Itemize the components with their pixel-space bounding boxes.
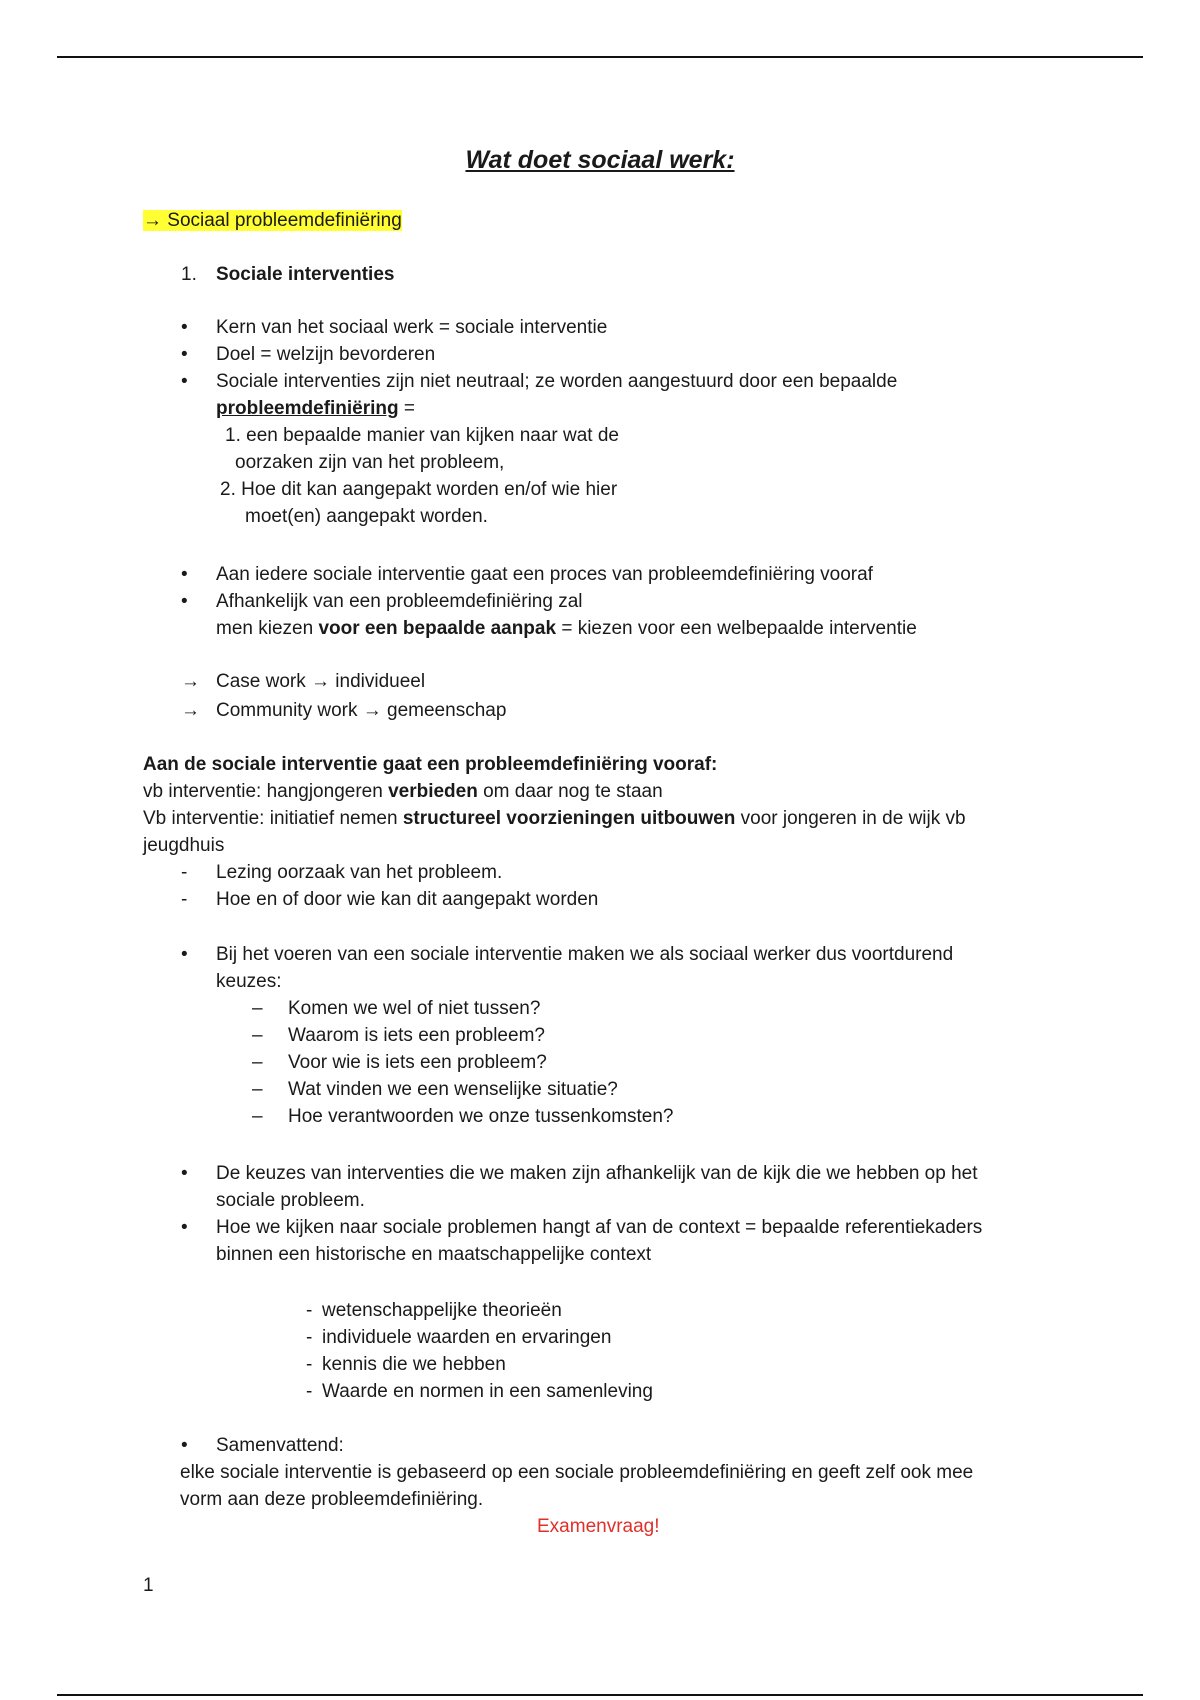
bullet-text: Sociale interventies zijn niet neutraal; ze worden aangestuurd door een bepaalde bbox=[216, 371, 898, 392]
example-line: Vb interventie: initiatief nemen structureel voorzieningen uitbouwen voor jongeren in de wijk vb bbox=[143, 808, 966, 829]
exam-note: Examenvraag! bbox=[537, 1516, 660, 1537]
section-heading: Sociale interventies bbox=[216, 264, 395, 285]
summary-text: elke sociale interventie is gebaseerd op een sociale probleemdefiniëring en geeft zelf ook mee bbox=[180, 1462, 974, 1483]
bullet-icon: • bbox=[181, 344, 188, 365]
bullet-text: Afhankelijk van een probleemdefiniëring zal bbox=[216, 591, 583, 612]
arrow-icon: → bbox=[181, 700, 200, 721]
dash-icon: - bbox=[181, 862, 188, 883]
page-title: Wat doet sociaal werk: bbox=[465, 146, 735, 174]
bullet-icon: • bbox=[181, 591, 188, 612]
context-item: individuele waarden en ervaringen bbox=[322, 1327, 612, 1348]
list-number: 1. bbox=[181, 264, 197, 285]
arrow-icon: → bbox=[362, 700, 382, 721]
bullet-text: Aan iedere sociale interventie gaat een proces van probleemdefiniëring vooraf bbox=[216, 564, 873, 585]
dash-icon: – bbox=[252, 1106, 263, 1127]
bullet-text: Hoe we kijken naar sociale problemen hangt af van de context = bepaalde referentiekaders bbox=[216, 1217, 983, 1238]
dash-icon: – bbox=[252, 1025, 263, 1046]
page-number: 1 bbox=[143, 1575, 154, 1596]
bullet-icon: • bbox=[181, 1435, 188, 1456]
example-line-cont: jeugdhuis bbox=[143, 835, 225, 856]
numbered-item-cont: oorzaken zijn van het probleem, bbox=[235, 452, 505, 473]
bullet-text-cont: keuzes: bbox=[216, 971, 282, 992]
arrow-icon: → bbox=[311, 671, 331, 692]
arrow-icon: → bbox=[143, 210, 162, 231]
bullet-icon: • bbox=[181, 1163, 188, 1184]
summary-text: vorm aan deze probleemdefiniëring. bbox=[180, 1489, 484, 1510]
dash-icon: - bbox=[306, 1300, 313, 1321]
highlighted-heading: → Sociaal probleemdefiniëring bbox=[143, 210, 402, 231]
arrow-item: Community work → gemeenschap bbox=[216, 700, 507, 721]
dash-icon: – bbox=[252, 1079, 263, 1100]
header-rule bbox=[57, 56, 1143, 58]
dash-icon: – bbox=[252, 998, 263, 1019]
numbered-item: 1. een bepaalde manier van kijken naar wat de bbox=[225, 425, 619, 446]
bullet-text: Bij het voeren van een sociale interventie maken we als sociaal werker dus voortdurend bbox=[216, 944, 954, 965]
dash-icon: - bbox=[181, 889, 188, 910]
bullet-icon: • bbox=[181, 564, 188, 585]
choice-item: Voor wie is iets een probleem? bbox=[288, 1052, 547, 1073]
choice-item: Komen we wel of niet tussen? bbox=[288, 998, 541, 1019]
context-item: wetenschappelijke theorieën bbox=[322, 1300, 562, 1321]
bullet-text-cont: sociale probleem. bbox=[216, 1190, 365, 1211]
bullet-icon: • bbox=[181, 944, 188, 965]
choice-item: Waarom is iets een probleem? bbox=[288, 1025, 545, 1046]
bullet-text-cont: binnen een historische en maatschappelijke context bbox=[216, 1244, 652, 1265]
summary-label: Samenvattend: bbox=[216, 1435, 344, 1456]
bullet-icon: • bbox=[181, 371, 188, 392]
arrow-item: Case work → individueel bbox=[216, 671, 426, 692]
bullet-icon: • bbox=[181, 1217, 188, 1238]
dash-icon: – bbox=[252, 1052, 263, 1073]
bullet-text-cont: men kiezen voor een bepaalde aanpak = kiezen voor een welbepaalde interventie bbox=[216, 618, 917, 639]
bullet-icon: • bbox=[181, 317, 188, 338]
paragraph-heading: Aan de sociale interventie gaat een probleemdefiniëring vooraf: bbox=[143, 754, 718, 775]
numbered-item-cont: moet(en) aangepakt worden. bbox=[245, 506, 488, 527]
numbered-item: 2. Hoe dit kan aangepakt worden en/of wie hier bbox=[220, 479, 618, 500]
dash-item: Hoe en of door wie kan dit aangepakt worden bbox=[216, 889, 599, 910]
bullet-text: De keuzes van interventies die we maken zijn afhankelijk van de kijk die we hebben op het bbox=[216, 1163, 978, 1184]
example-line: vb interventie: hangjongeren verbieden om daar nog te staan bbox=[143, 781, 663, 802]
bullet-text: Doel = welzijn bevorderen bbox=[216, 344, 436, 365]
dash-icon: - bbox=[306, 1354, 313, 1375]
definition-term-line: probleemdefiniëring = bbox=[216, 398, 416, 419]
choice-item: Wat vinden we een wenselijke situatie? bbox=[288, 1079, 618, 1100]
dash-item: Lezing oorzaak van het probleem. bbox=[216, 862, 503, 883]
dash-icon: - bbox=[306, 1381, 313, 1402]
dash-icon: - bbox=[306, 1327, 313, 1348]
choice-item: Hoe verantwoorden we onze tussenkomsten? bbox=[288, 1106, 674, 1127]
context-item: Waarde en normen in een samenleving bbox=[322, 1381, 653, 1402]
footer-rule bbox=[57, 1694, 1143, 1696]
bullet-text: Kern van het sociaal werk = sociale interventie bbox=[216, 317, 608, 338]
context-item: kennis die we hebben bbox=[322, 1354, 506, 1375]
arrow-icon: → bbox=[181, 671, 200, 692]
definition-term: probleemdefiniëring bbox=[216, 398, 399, 419]
